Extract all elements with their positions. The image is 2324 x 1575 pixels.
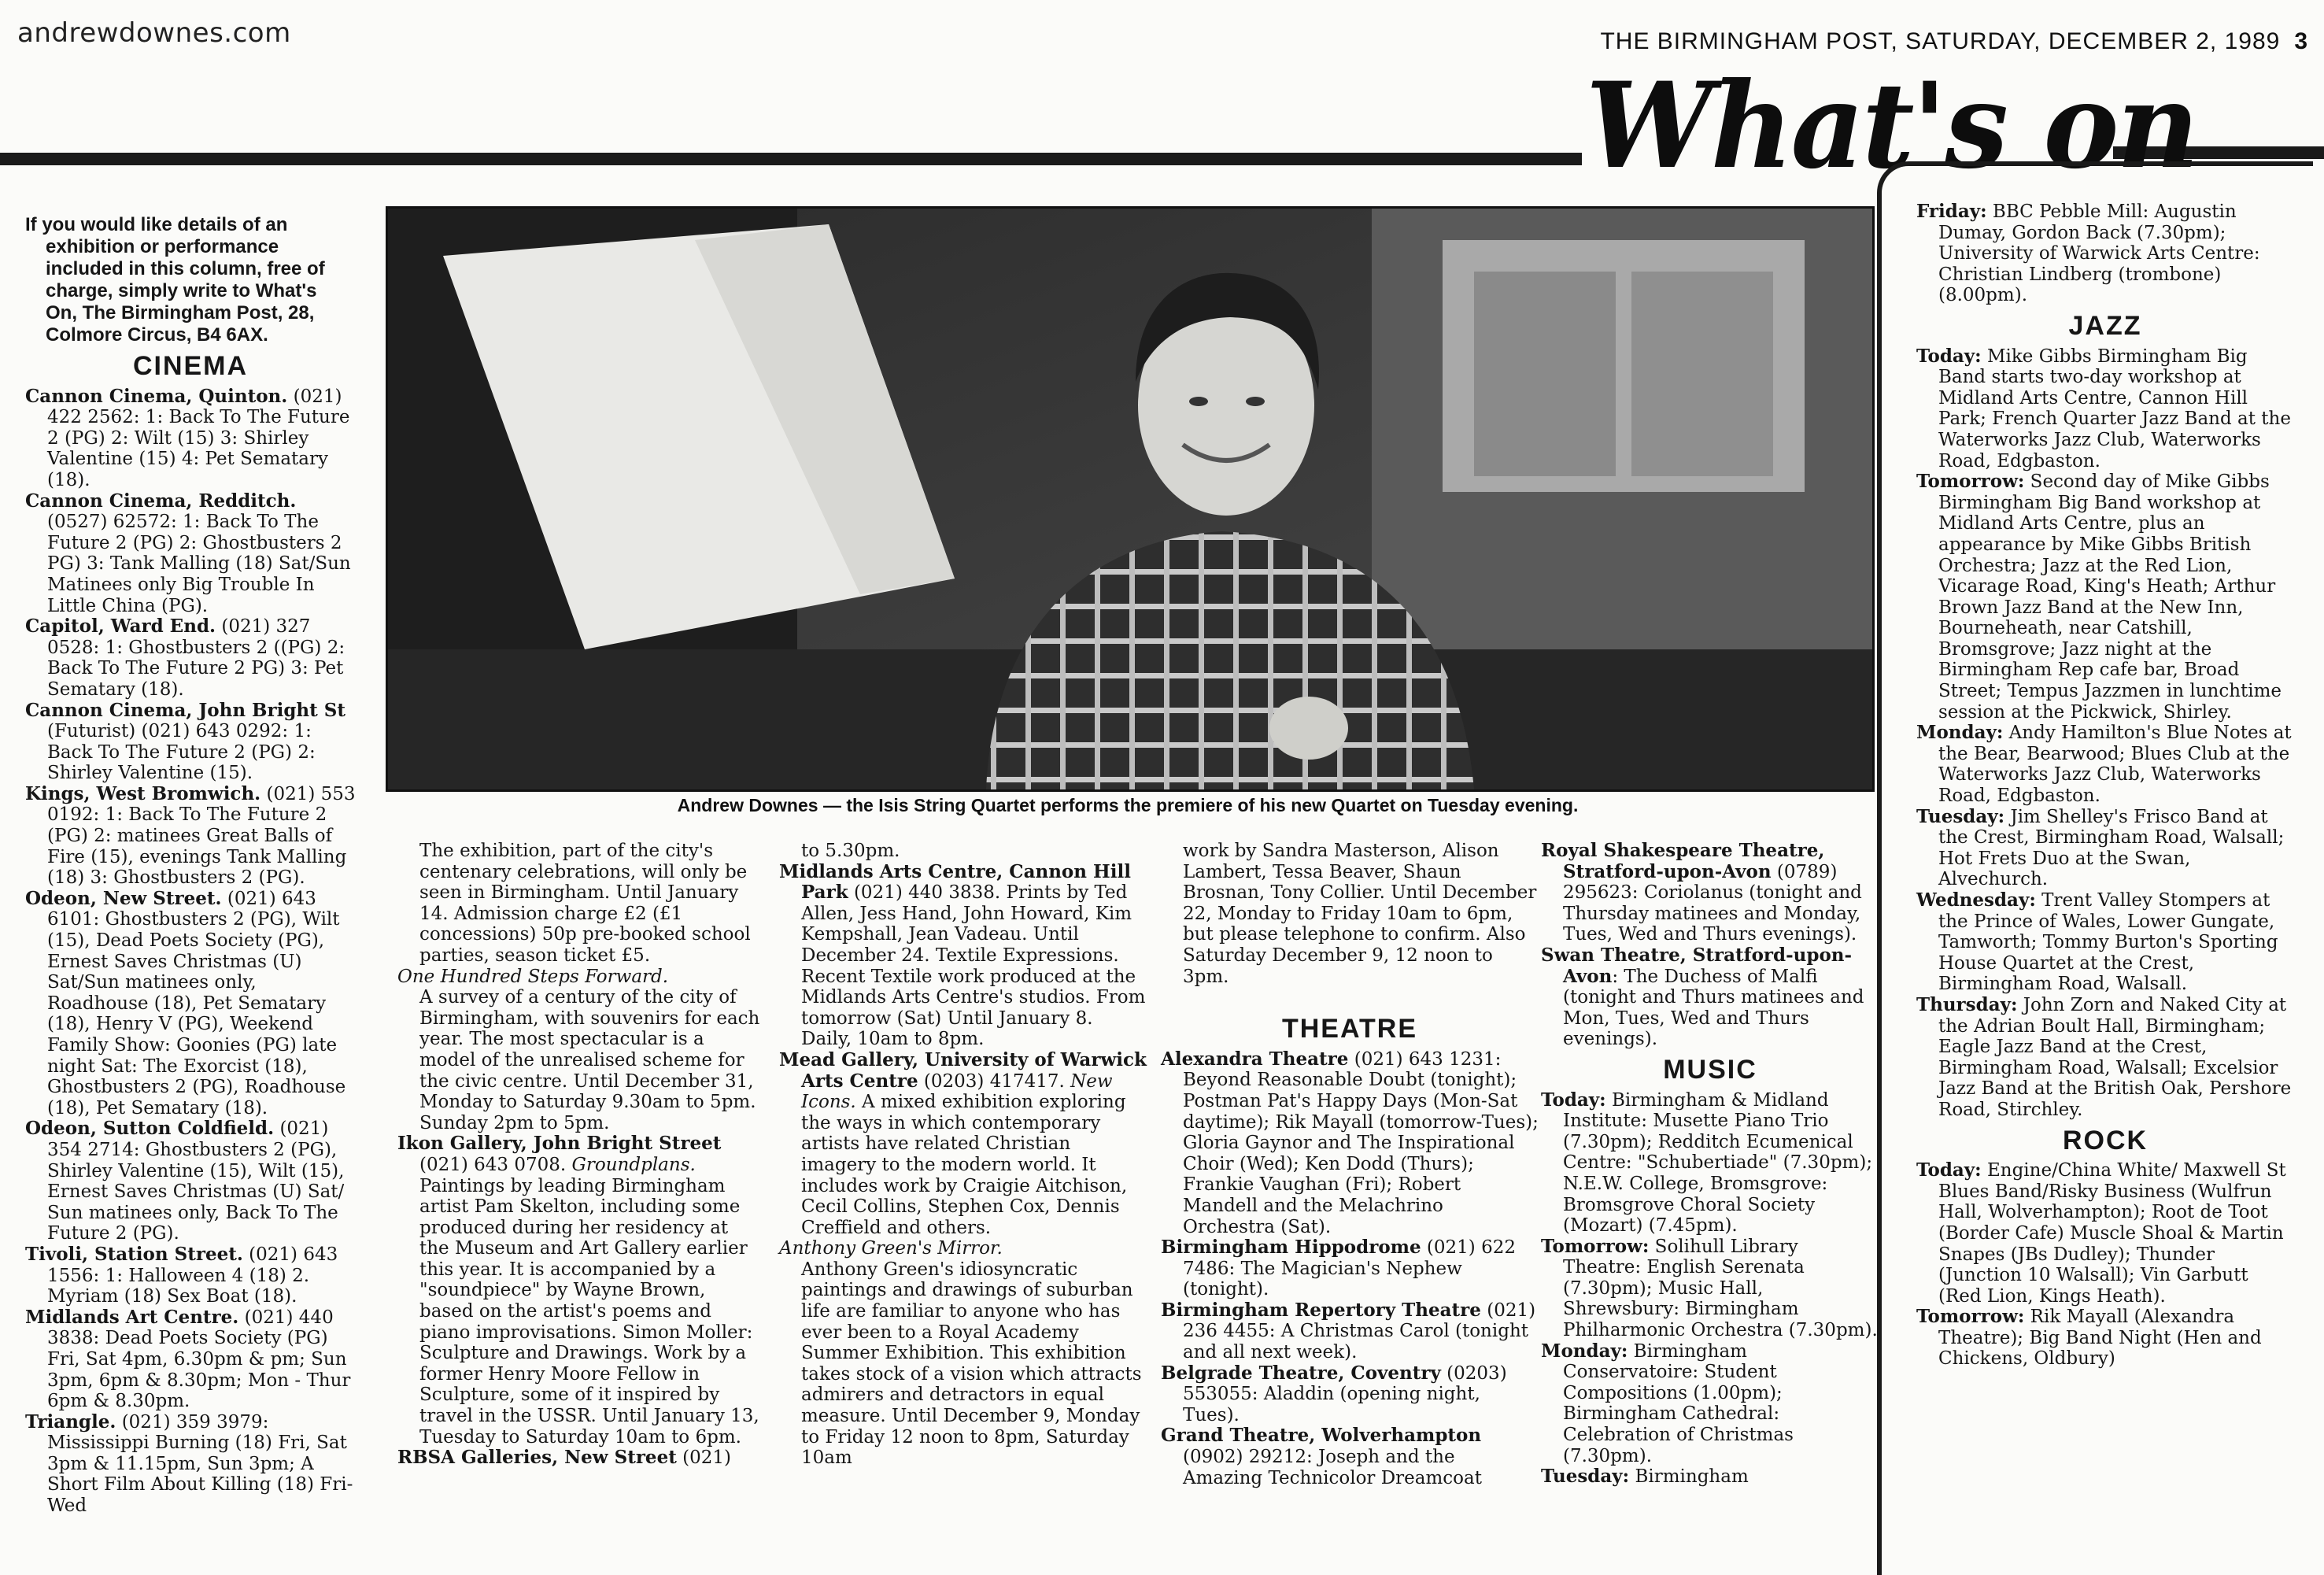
theatre-entry: [1161, 1363, 1539, 1426]
photo-image: [388, 209, 1872, 789]
theatre-entry: [1541, 945, 1879, 1050]
listing-text: (021) 622 7486: The Magician's Nephew (tonight).: [1183, 1237, 1516, 1300]
listing-text: (021) 643 1231: Beyond Reasonable Doubt (tonight); Postman Pat's Happy Days (Mon-Sat daytime); Rik Mayall (tomorrow-Tues); Gloria Gaynor and The Inspirational Choir (Wed); Ken Dodd (Thurs); Frankie Vaughan (Fri); Robert Mandell and the Melachrino Orchestra (Sat).: [1183, 1048, 1539, 1237]
listing-name: Cannon Cinema, Redditch.: [25, 490, 297, 512]
listing-text: Birmingham Conservatoire: Student Compositions (1.00pm); Birmingham Cathedral: Celebration of Christmas (7.30pm).: [1563, 1340, 1794, 1466]
listing-name: Kings, West Bromwich.: [25, 782, 261, 804]
listing-name: Capitol, Ward End.: [25, 616, 216, 638]
listing-name: Birmingham Repertory Theatre: [1161, 1299, 1481, 1321]
listing-name: Cannon Cinema, John Bright St: [25, 699, 346, 721]
listing-text: A mixed exhibition exploring the ways in which contemporary artists have related Christian imagery to the modern world. It includes work by Craigie Aitchison, Cecil Collins, Stephen Cox, Dennis Creffield and others.: [801, 1092, 1128, 1238]
gallery-entry: [397, 1133, 763, 1447]
column-2: [397, 841, 763, 1469]
listing-text: (Futurist) (021) 643 0292: 1: Back To The Future 2 (PG) 2: Shirley Valentine (15).: [47, 721, 316, 784]
listing-name: Tuesday:: [1541, 1466, 1630, 1488]
gallery-entry: [397, 1447, 763, 1469]
theatre-entry: [1161, 1300, 1539, 1363]
listing-text: BBC Pebble Mill: Augustin Dumay, Gordon Back (7.30pm); University of Warwick Arts Centre: Christian Lindberg (trombone) (8.00pm).: [1938, 201, 2260, 306]
listing-text: Jim Shelley's Frisco Band at the Crest, Birmingham Road, Walsall; Hot Frets Duo at the Swan, Alvechurch.: [1938, 806, 2285, 890]
listing-name: Tuesday:: [1916, 805, 2005, 827]
cinema-entry: [25, 1307, 356, 1412]
listing-text: Rik Mayall (Alexandra Theatre); Big Band Night (Hen and Chickens, Oldbury): [1938, 1307, 2262, 1370]
page-number: 3: [2294, 28, 2308, 54]
listing-name: Swan Theatre, Stratford-upon-Avon: [1541, 944, 1853, 987]
music-heading: MUSIC: [1663, 1054, 1757, 1085]
listing-name: Tomorrow:: [1541, 1235, 1650, 1257]
column-6: [1916, 201, 2294, 1370]
column-5: [1541, 841, 1879, 1488]
gallery-entry: [779, 1050, 1149, 1238]
listing-text: (021) 440 3838. Prints by Ted Allen, Jess Hand, John Howard, Kim Kempshall, Jean Vadeau. Until December 24. Textile Expressions. Recent Textile work produced at the Midlands Arts Centre's studios. From tomorrow (Sat) Until January 8.: [801, 882, 1146, 1029]
cinema-entry: [25, 701, 356, 784]
listing-text: (021) 422 2562: 1: Back To The Future 2 (PG) 2: Wilt (15) 3: Shirley Valentine (15) 4: Pet Sematary (18).: [47, 386, 350, 490]
listing-text: (021) 553 0192: 1: Back To The Future 2 (PG) 2: matinees Great Balls of Fire (15), evenings Tank Malling (18) 3: Ghostbusters 2 (PG).: [47, 783, 356, 889]
rock-entry: [1916, 1160, 2294, 1307]
listing-text: (021): [676, 1447, 731, 1469]
listing-text: (021) 236 4455: A Christmas Carol (tonight and all next week).: [1183, 1300, 1536, 1363]
column-3: [779, 841, 1149, 1469]
listing-name: Tivoli, Station Street.: [25, 1243, 243, 1265]
listing-paragraph: [397, 987, 763, 1133]
listing-text: (021) 327 0528: 1: Ghostbusters 2 ((PG) 2: Back To The Future 2 PG) 3: Pet Sematary (18).: [47, 616, 345, 700]
theatre-list: [1161, 1049, 1539, 1488]
listing-text: (0203) 417417.: [918, 1070, 1071, 1092]
music-entry: [1541, 1090, 1879, 1237]
listing-name: Monday:: [1916, 722, 2004, 744]
theatre-heading: THEATRE: [1281, 1014, 1418, 1044]
theatre-entry: [1161, 1049, 1539, 1237]
photo-caption: Andrew Downes — the Isis String Quartet performs the premiere of his new Quartet on Tuesday evening.: [677, 795, 1579, 815]
listing-name: Triangle.: [25, 1410, 116, 1433]
cinema-list: [25, 386, 356, 1517]
exhibition-title: [397, 967, 763, 988]
listing-paragraph: [779, 1029, 1149, 1050]
listing-text: Paintings by leading Birmingham artist Pam Skelton, including some produced during her residency at the Museum and Art Gallery earlier this year. It is accompanied by a "soundpiece" by Wayne Brown, based on the artist's poems and piano improvisations. Simon Moller: Sculpture and Drawings. Work by a former Henry Moore Fellow in Sculpture, some of it inspired by travel in the USSR. Until January 13, Tuesday to Saturday 10am to 6pm.: [419, 1175, 759, 1447]
cinema-entry: [25, 1244, 356, 1307]
cinema-entry: [25, 386, 356, 491]
jazz-entry: [1916, 346, 2294, 472]
exhibition-title: [779, 1238, 1149, 1259]
listing-name: RBSA Galleries, New Street: [397, 1447, 677, 1469]
listing-name: Monday:: [1541, 1340, 1628, 1362]
listing-name: Ikon Gallery, John Bright Street: [397, 1133, 722, 1155]
listing-text: (0789) 295623: Coriolanus (tonight and Thursday matinees and Monday, Tues, Wed and Thurs evenings).: [1563, 861, 1862, 945]
day-label: Friday:: [1916, 201, 1987, 222]
listing-name: Tomorrow:: [1916, 1306, 2025, 1328]
rock-heading: ROCK: [2062, 1125, 2148, 1155]
listing-text: Birmingham & Midland Institute: Musette Piano Trio (7.30pm); Redditch Ecumenical Centre: "Schubertiade" (7.30pm); N.E.W. College, Bromsgrove: Bromsgrove Choral Society (Mozart) (7.45pm).: [1563, 1089, 1873, 1237]
listing-paragraph: [779, 841, 1149, 862]
listing-text: John Zorn and Naked City at the Adrian Boult Hall, Birmingham; Eagle Jazz Band at the Crest, Birmingham Road, Walsall; Excelsior Jazz Band at the British Oak, Pershore Road, Stirchley.: [1938, 994, 2292, 1120]
music-entry: [1541, 1237, 1879, 1341]
listing-name: Today:: [1916, 1159, 1982, 1181]
exhibition-title-text: One Hundred Steps Forward.: [397, 966, 669, 987]
jazz-entry: [1916, 995, 2294, 1121]
column-1: [25, 214, 356, 1517]
listing-text: (021) 643 1556: 1: Halloween 4 (18) 2. Myriam (18) Sex Boat (18).: [47, 1244, 338, 1307]
masthead-date: THE BIRMINGHAM POST, SATURDAY, DECEMBER 2, 1989: [1600, 28, 2281, 54]
listing-text: Trent Valley Stompers at the Prince of Wales, Lower Gungate, Tamworth; Tommy Burton's Sporting House Quartet at the Crest, Birmingham Road, Walsall.: [1938, 890, 2278, 995]
header-rule: [0, 153, 1582, 165]
jazz-entry: [1916, 890, 2294, 995]
exhibition-continuation: work by Sandra Masterson, Alison Lambert, Tessa Beaver, Shaun Brosnan, Tony Collier. Until December 22, Monday to Friday 10am to 6pm, but please telephone to confirm. Also Saturday December 9, 12 noon to 3pm.: [1183, 841, 1537, 987]
listing-text: to 5.30pm.: [801, 841, 900, 861]
cinema-entry: [25, 491, 356, 617]
jazz-entry: [1916, 723, 2294, 806]
listing-name: Alexandra Theatre: [1161, 1048, 1349, 1070]
listing-text: Anthony Green's idiosyncratic paintings and drawings of suburban life are familiar to anyone who has ever been to a Royal Academy Summer Exhibition. This exhibition takes stock of a vision which attracts admirers and detractors in equal measure. Until December 9, Monday to Friday 12 noon to 8pm, Saturday 10am: [801, 1259, 1142, 1469]
listing-text: (0203) 553055: Aladdin (opening night, Tues).: [1183, 1362, 1507, 1425]
listing-name: Today:: [1541, 1089, 1606, 1111]
listing-text: (021) 643 0708.: [419, 1154, 572, 1175]
listing-name: Tomorrow:: [1916, 471, 2025, 493]
listing-text: Engine/China White/ Maxwell St Blues Band/Risky Business (Wulfrun Hall, Wolverhampton); Root de Toot (Border Cafe) Muscle Shoal & Martin Snapes (JBs Dudley); Thunder (Junction 10 Walsall); Vin Garbutt (Red Lion, Kings Heath).: [1938, 1160, 2286, 1307]
listing-text: (021) 440 3838: Dead Poets Society (PG) Fri, Sat 4pm, 6.30pm & pm; Sun 3pm, 6pm & 8.30pm; Mon - Thur 6pm & 8.30pm.: [47, 1307, 351, 1412]
listing-name: Today:: [1916, 345, 1982, 367]
listing-name: Grand Theatre, Wolverhampton: [1161, 1425, 1482, 1447]
listing-text: (021) 359 3979: Mississippi Burning (18) Fri, Sat 3pm & 11.15pm, Sun 3pm; A Short Film About Killing (18) Fri-Wed: [47, 1411, 353, 1517]
watermark: andrewdownes.com: [17, 17, 291, 49]
exhibition-title-text: Anthony Green's Mirror.: [779, 1238, 1003, 1259]
listing-name: Birmingham Hippodrome: [1161, 1237, 1421, 1259]
cinema-entry: [25, 1118, 356, 1244]
listing-name: Cannon Cinema, Quinton.: [25, 385, 288, 407]
listing-name: Wednesday:: [1916, 889, 2036, 911]
listing-text: : The Duchess of Malfi (tonight and Thurs matinees and Mon, Tues, Wed and Thurs evenings).: [1563, 966, 1864, 1050]
jazz-list: [1916, 346, 2294, 1121]
listing-paragraph: [779, 1259, 1149, 1469]
theatre-entry: [1161, 1425, 1539, 1488]
listing-text: Daily, 10am to 8pm.: [801, 1029, 985, 1050]
music-list: [1541, 1090, 1879, 1488]
column-4: [1161, 841, 1539, 1488]
music-entry: [1541, 1341, 1879, 1467]
listing-name: Midlands Arts Centre, Cannon Hill Park: [779, 860, 1131, 904]
theatre-list-continued: [1541, 841, 1879, 1050]
cinema-heading: CINEMA: [132, 351, 249, 381]
listing-text: A survey of a century of the city of Birmingham, with souvenirs for each year. The most spectacular is a model of the unrealised scheme for the civic centre. Until December 31, Monday to Saturday 9.30am to 5pm. Sunday 2pm to 5pm.: [419, 987, 760, 1133]
listing-name: Thursday:: [1916, 993, 2018, 1015]
cinema-entry: [25, 616, 356, 700]
jazz-entry: [1916, 471, 2294, 723]
cinema-entry: [25, 784, 356, 889]
listing-text: Birmingham: [1629, 1466, 1749, 1488]
listing-text: Andy Hamilton's Blue Notes at the Bear, Bearwood; Blues Club at the Waterworks Jazz Club, Waterworks Road, Edgbaston.: [1938, 723, 2292, 807]
rock-list: [1916, 1160, 2294, 1370]
cinema-entry: [25, 889, 356, 1119]
listing-text: Mike Gibbs Birmingham Big Band starts two-day workshop at Midland Arts Centre, Cannon Hill Park; French Quarter Jazz Band at the Waterworks Jazz Club, Waterworks Road, Edgbaston.: [1938, 346, 2291, 471]
rock-entry: [1916, 1307, 2294, 1370]
listing-name: Odeon, Sutton Coldfield.: [25, 1118, 275, 1140]
section-title: What's on: [1586, 57, 2197, 195]
listing-name: Royal Shakespeare Theatre, Stratford-upon-Avon: [1541, 840, 1825, 882]
listing-text: Solihull Library Theatre: English Serenata (7.30pm); Music Hall, Shrewsbury: Birmingham Philharmonic Orchestra (7.30pm).: [1563, 1236, 1878, 1341]
listing-text: (0902) 29212: Joseph and the Amazing Technicolor Dreamcoat: [1183, 1447, 1482, 1488]
listing-text: (0527) 62572: 1: Back To The Future 2 (PG) 2: Ghostbusters 2 PG) 3: Tank Malling (18) Sat/Sun Matinees only Big Trouble In Little China (PG).: [47, 512, 351, 616]
jazz-heading: JAZZ: [2068, 310, 2142, 341]
music-friday: [1916, 201, 2294, 306]
jazz-entry: [1916, 807, 2294, 890]
intro-text: If you would like details of an exhibition or performance included in this column, free of charge, simply write to What's On, The Birmingham Post, 28, Colmore Circus, B4 6AX.: [25, 214, 325, 346]
listing-name: Belgrade Theatre, Coventry: [1161, 1362, 1441, 1384]
listing-name: Mead Gallery, University of Warwick Arts Centre: [779, 1048, 1147, 1092]
listing-paragraph: [397, 841, 763, 967]
theatre-entry: [1161, 1237, 1539, 1300]
cinema-entry: [25, 1412, 356, 1517]
music-entry: [1541, 1466, 1879, 1488]
photo-andrew-downes: [386, 206, 1875, 792]
exhibition-title-text: New Icons.: [801, 1070, 1113, 1113]
listing-name: Odeon, New Street.: [25, 887, 222, 909]
exhibition-title-text: Groundplans.: [571, 1154, 696, 1175]
gallery-entry: [779, 862, 1149, 1030]
listing-text: (021) 643 6101: Ghostbusters 2 (PG), Wilt (15), Dead Poets Society (PG), Ernest Saves Christmas (U) Sat/Sun matinees only, Roadhouse (18), Pet Sematary (18), Henry V (PG), Weekend Family Show: Goonies (PG) late night Sat: The Exorcist (18), Ghostbusters 2 (PG), Roadhouse (18), Pet Sematary (18).: [47, 888, 346, 1118]
listing-name: Midlands Art Centre.: [25, 1306, 239, 1328]
listing-text: The exhibition, part of the city's centenary celebrations, will only be seen in Birmingham. Until January 14. Admission charge £2 (£1 concessions) 50p pre-booked school parties, season ticket £5.: [419, 841, 751, 966]
masthead: [1600, 28, 2308, 55]
theatre-entry: [1541, 841, 1879, 945]
listing-text: Second day of Mike Gibbs Birmingham Big Band workshop at Midland Arts Centre, plus an appearance by Mike Gibbs British Orchestra; Jazz at the Red Lion, Vicarage Road, King's Heath; Arthur Brown Jazz Band at the New Inn, Bourneheath, near Catshill, Bromsgrove; Jazz night at the Birmingham Rep cafe bar, Broad Street; Tempus Jazzmen in lunchtime session at the Pickwick, Shirley.: [1938, 471, 2282, 723]
listing-text: (021) 354 2714: Ghostbusters 2 (PG), Shirley Valentine (15), Wilt (15), Ernest Saves Christmas (U) Sat/ Sun matinees only, Back To The Future 2 (PG).: [47, 1118, 345, 1244]
